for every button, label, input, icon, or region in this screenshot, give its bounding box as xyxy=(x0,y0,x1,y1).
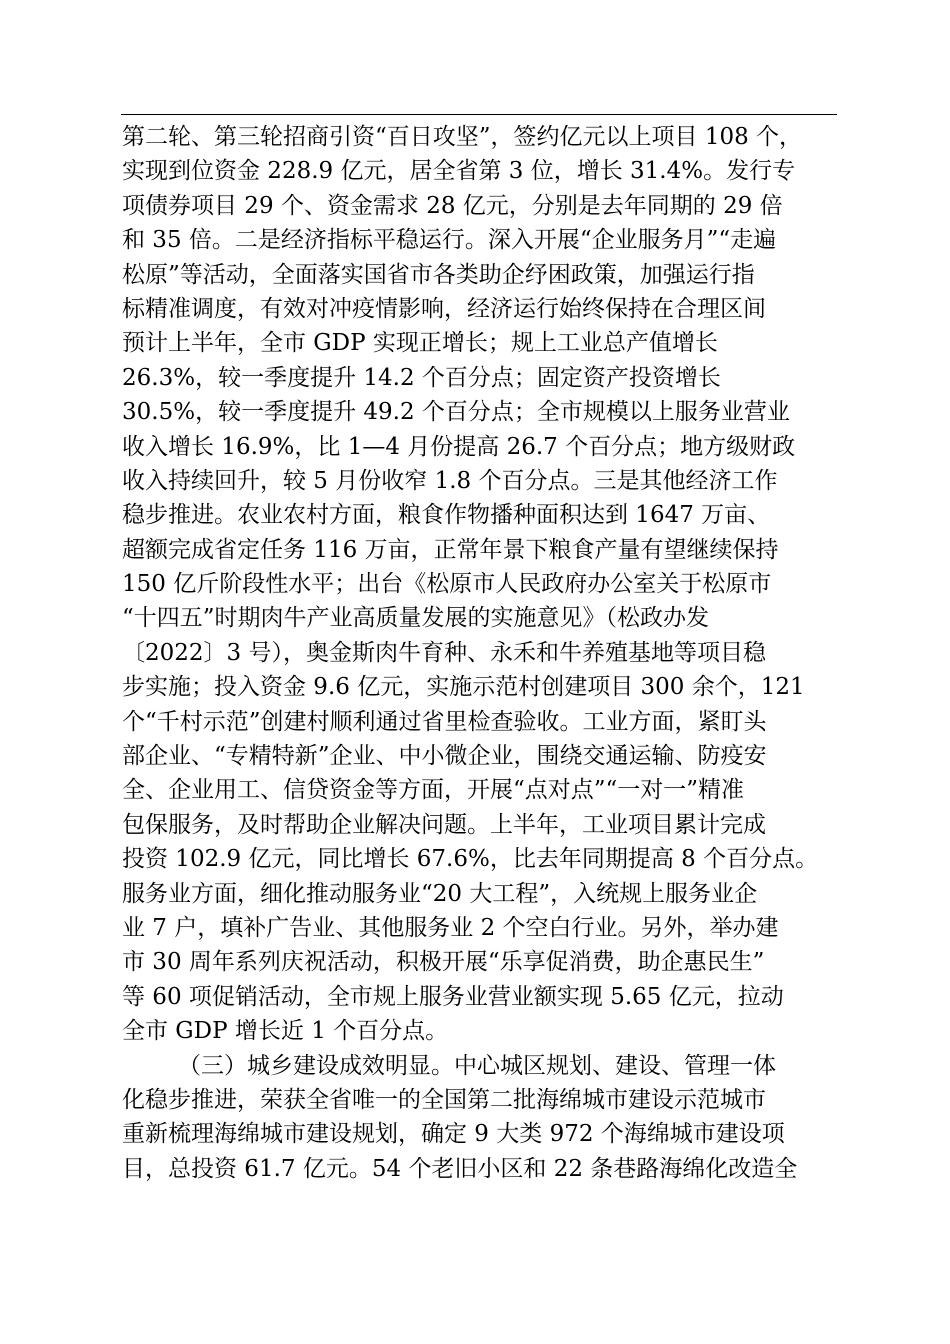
text-line: 150 亿斤阶段性水平；出台《松原市人民政府办公室关于松原市 xyxy=(122,571,772,598)
text-line: 第二轮、第三轮招商引资“百日攻坚”，签约亿元以上项目 108 个， xyxy=(122,124,803,150)
text-line: 收入增长 16.9%，比 1—4 月份提高 26.7 个百分点；地方级财政 xyxy=(122,433,796,460)
section-heading-line: （三）城乡建设成效明显。中心城区规划、建设、管理一体 xyxy=(178,1052,776,1079)
text-line: 重新梳理海绵城市建设规划，确定 9 大类 972 个海绵城市建设项 xyxy=(122,1121,785,1148)
text-line: 稳步推进。农业农村方面，粮食作物播种面积达到 1647 万亩、 xyxy=(122,502,771,529)
document-body xyxy=(122,120,852,1186)
text-line: “十四五”时期肉牛产业高质量发展的实施意见》（松政办发 xyxy=(122,605,710,632)
text-line: 30.5%，较一季度提升 49.2 个百分点；全市规模以上服务业营业 xyxy=(122,399,790,426)
text-line: 标精准调度，有效对冲疫情影响，经济运行始终保持在合理区间 xyxy=(122,295,766,322)
text-line: 个“千村示范”创建村顺利通过省里检查验收。工业方面，紧盯头 xyxy=(122,708,767,735)
text-line: 部企业、“专精特新”企业、中小微企业，围绕交通运输、防疫安 xyxy=(122,743,767,770)
text-line: 预计上半年，全市 GDP 实现正增长；规上工业总产值增长 xyxy=(122,330,718,357)
text-line: 包保服务，及时帮助企业解决问题。上半年，工业项目累计完成 xyxy=(122,811,766,838)
text-line: 服务业方面，细化推动服务业“20 大工程”，入统规上服务业企 xyxy=(122,880,758,907)
text-line: 松原”等活动，全面落实国省市各类助企纾困政策，加强运行指 xyxy=(122,261,755,288)
text-line: 收入持续回升，较 5 月份收窄 1.8 个百分点。三是其他经济工作 xyxy=(122,467,778,494)
text-line: 步实施；投入资金 9.6 亿元，实施示范村创建项目 300 余个，121 xyxy=(122,674,805,701)
text-line: 〔2022〕3 号），奥金斯肉牛育种、永禾和牛养殖基地等项目稳 xyxy=(122,639,766,666)
text-line: 实现到位资金 228.9 亿元，居全省第 3 位，增长 31.4%。发行专 xyxy=(122,158,796,185)
text-line: 全市 GDP 增长近 1 个百分点。 xyxy=(122,1018,449,1045)
text-line: 目，总投资 61.7 亿元。54 个老旧小区和 22 条巷路海绵化改造全 xyxy=(122,1155,798,1182)
text-line: 投资 102.9 亿元，同比增长 67.6%，比去年同期提高 8 个百分点。 xyxy=(122,846,819,873)
text-line: 业 7 户，填补广告业、其他服务业 2 个空白行业。另外，举办建 xyxy=(122,914,779,941)
text-line: 26.3%，较一季度提升 14.2 个百分点；固定资产投资增长 xyxy=(122,364,721,391)
text-line: 全、企业用工、信贷资金等方面，开展“点对点”“一对一”精准 xyxy=(122,777,745,804)
text-line: 项债券项目 29 个、资金需求 28 亿元，分别是去年同期的 29 倍 xyxy=(122,192,783,219)
text-line: 化稳步推进，荣获全省唯一的全国第二批海绵城市建设示范城市 xyxy=(122,1086,766,1113)
text-line: 超额完成省定任务 116 万亩，正常年景下粮食产量有望继续保持 xyxy=(122,536,779,563)
header-rule xyxy=(121,114,837,115)
text-line: 和 35 倍。二是经济指标平稳运行。深入开展“企业服务月”“走遍 xyxy=(122,227,777,254)
text-line: 市 30 周年系列庆祝活动，积极开展“乐享促消费，助企惠民生” xyxy=(122,949,765,976)
text-line: 等 60 项促销活动，全市规上服务业营业额实现 5.65 亿元，拉动 xyxy=(122,983,784,1010)
